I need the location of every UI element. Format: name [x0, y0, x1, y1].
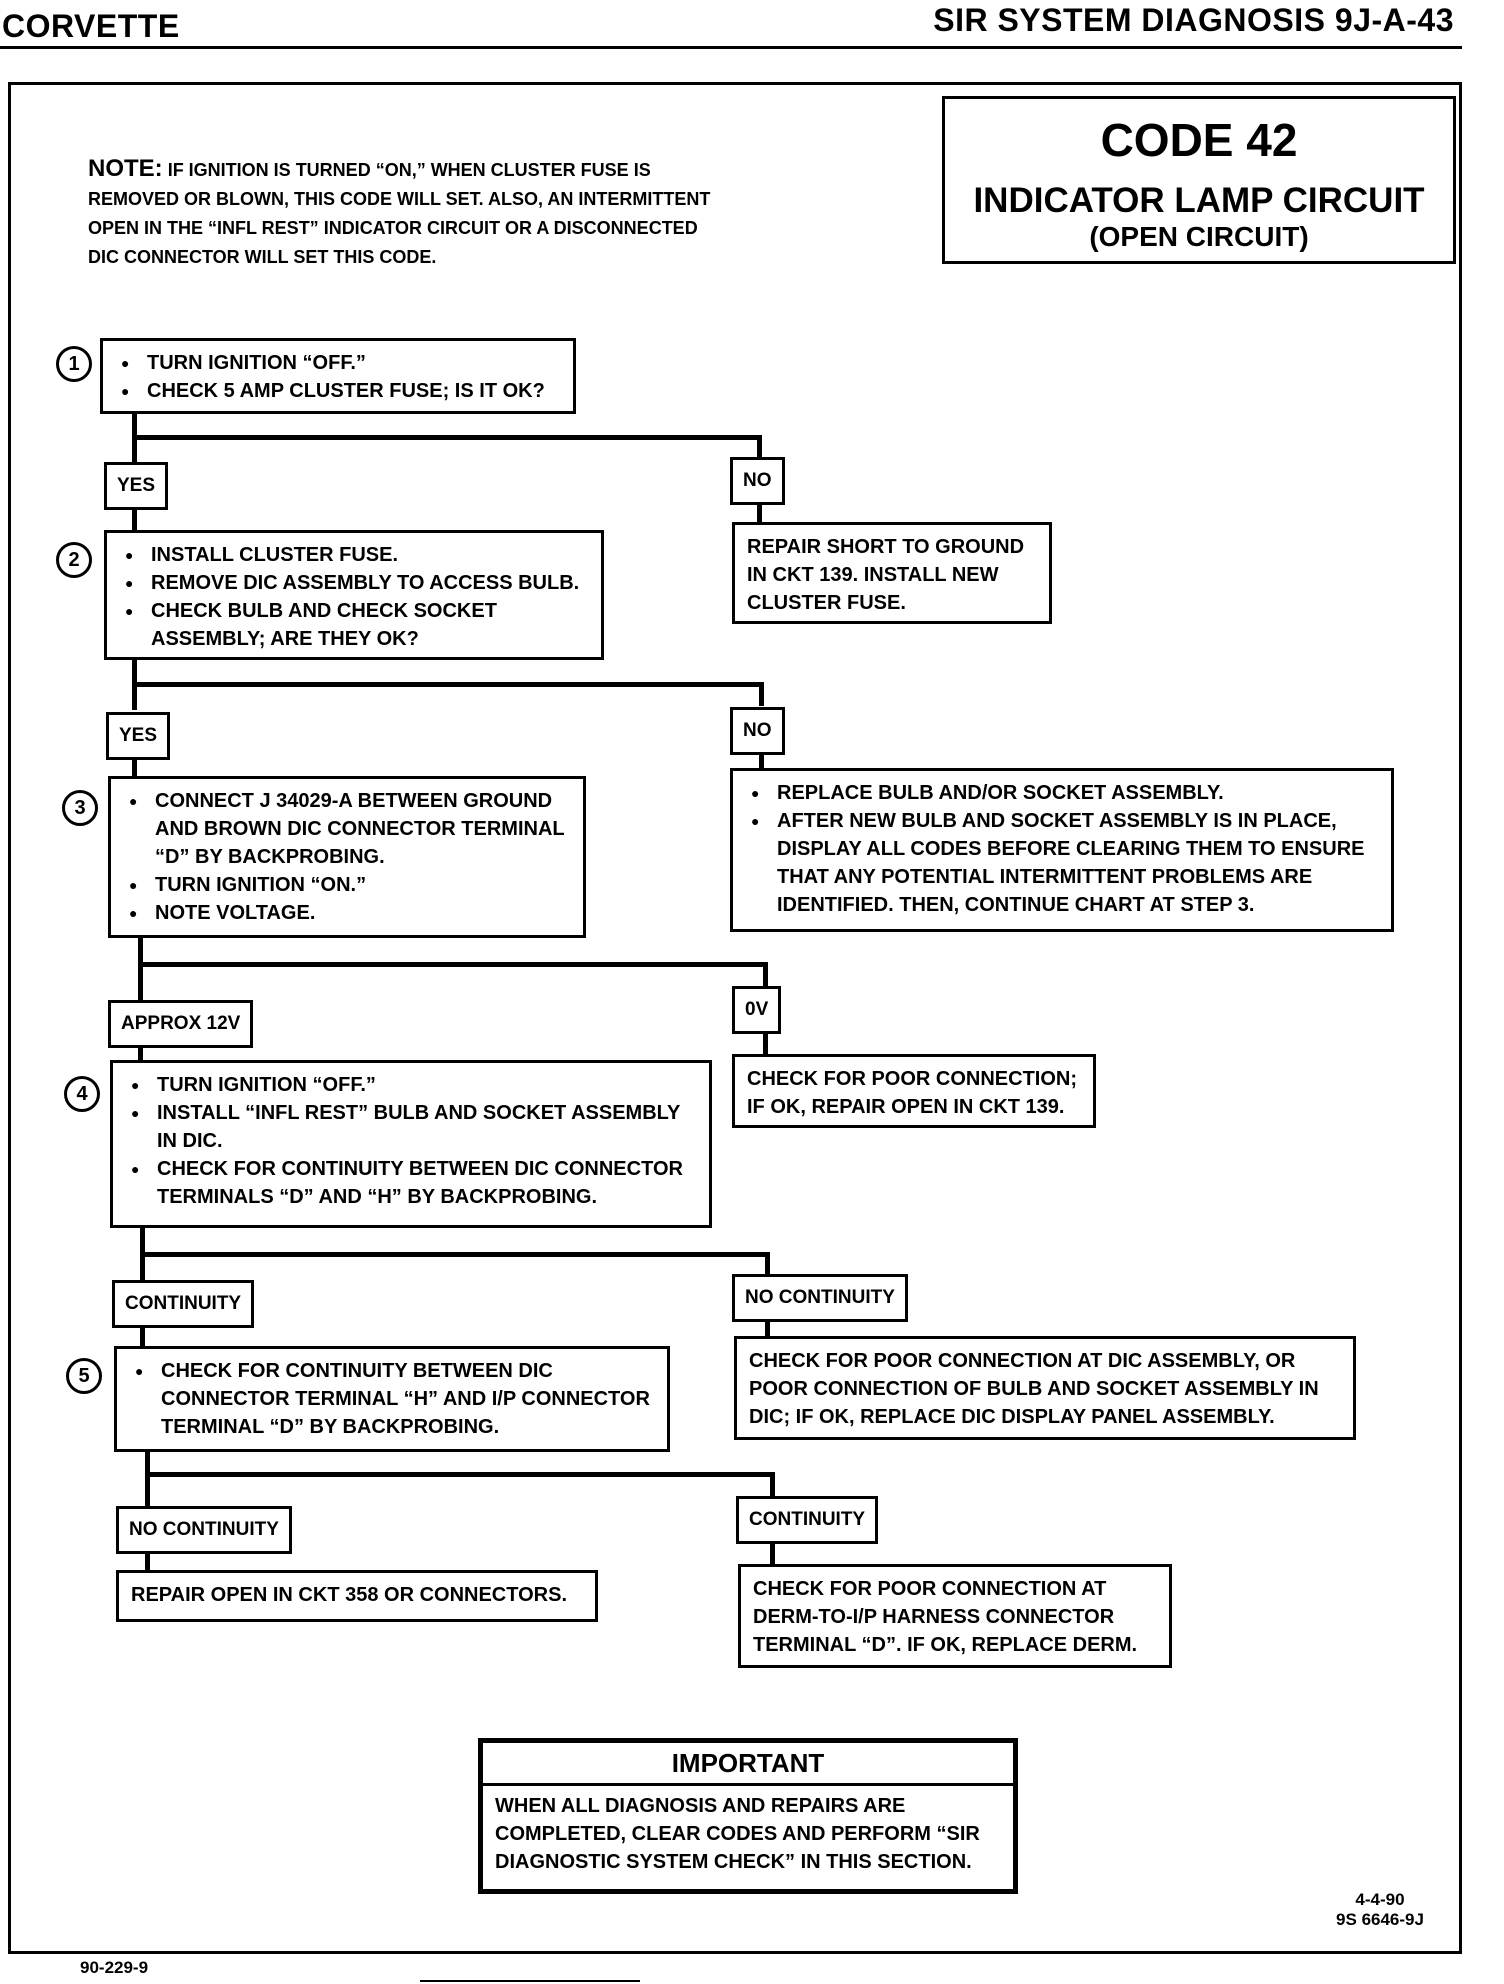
connector	[132, 682, 764, 687]
b4-right-action	[734, 1336, 1356, 1440]
step-4-number: 4	[64, 1076, 100, 1112]
connector	[145, 1472, 775, 1477]
connector	[145, 1452, 150, 1508]
b2-yes-label: YES	[106, 712, 170, 760]
code-title-box	[942, 96, 1456, 264]
step-4-item: ● INSTALL “INFL REST” BULB AND SOCKET ASSEMBLY IN DIC.	[125, 1099, 697, 1155]
connector	[770, 1472, 775, 1496]
b2-no-item: ● REPLACE BULB AND/OR SOCKET ASSEMBLY.	[745, 779, 1379, 807]
b3-right-action-text: CHECK FOR POOR CONNECTION; IF OK, REPAIR OPEN IN CKT 139.	[747, 1068, 1077, 1118]
connector	[763, 1032, 768, 1056]
code-subtitle: (OPEN CIRCUIT)	[1089, 221, 1309, 252]
step-2-item: ● REMOVE DIC ASSEMBLY TO ACCESS BULB.	[119, 569, 589, 597]
step-3-number: 3	[62, 790, 98, 826]
step-1-number: 1	[56, 346, 92, 382]
important-title: IMPORTANT	[483, 1743, 1013, 1786]
b5-left-action-text: REPAIR OPEN IN CKT 358 OR CONNECTORS.	[131, 1584, 567, 1606]
step-3-box	[108, 776, 586, 938]
b5-left-action	[116, 1570, 598, 1622]
step-1-item: ● TURN IGNITION “OFF.”	[115, 349, 561, 377]
b5-right-action	[738, 1564, 1172, 1668]
step-1-item: ● CHECK 5 AMP CLUSTER FUSE; IS IT OK?	[115, 377, 561, 405]
b1-no-label: NO	[730, 457, 785, 505]
header-left: CORVETTE	[2, 8, 180, 44]
b5-right-label: CONTINUITY	[736, 1496, 878, 1544]
footer-refs	[1310, 1890, 1450, 1930]
b2-no-item: ● AFTER NEW BULB AND SOCKET ASSEMBLY IS IN PLACE, DISPLAY ALL CODES BEFORE CLEARING THEM TO ENSURE THAT ANY POTENTIAL INTERMITTENT PROBLEMS ARE IDENTIFIED. THEN, CONTINUE CHART AT STEP 3.	[745, 807, 1379, 919]
important-box	[478, 1738, 1018, 1894]
step-3-item: ● NOTE VOLTAGE.	[123, 899, 571, 927]
important-text: WHEN ALL DIAGNOSIS AND REPAIRS ARE COMPLETED, CLEAR CODES AND PERFORM “SIR DIAGNOSTIC SYSTEM CHECK” IN THIS SECTION.	[495, 1795, 980, 1873]
b1-yes-label: YES	[104, 462, 168, 510]
connector	[765, 1252, 770, 1276]
code-name: INDICATOR LAMP CIRCUIT	[973, 181, 1425, 220]
b4-right-label: NO CONTINUITY	[732, 1274, 908, 1322]
header-right: SIR SYSTEM DIAGNOSIS 9J-A-43	[933, 2, 1454, 38]
step-5-item: ● CHECK FOR CONTINUITY BETWEEN DIC CONNECTOR TERMINAL “H” AND I/P CONNECTOR TERMINAL “D” BY BACKPROBING.	[129, 1357, 655, 1441]
b4-right-action-text: CHECK FOR POOR CONNECTION AT DIC ASSEMBLY, OR POOR CONNECTION OF BULB AND SOCKET ASSEMBLY IN DIC; IF OK, REPLACE DIC DISPLAY PANEL ASSEMBLY.	[749, 1350, 1319, 1428]
footer-ref: 9S 6646-9J	[1336, 1910, 1424, 1929]
step-4-box	[110, 1060, 712, 1228]
step-3-item: ● CONNECT J 34029-A BETWEEN GROUND AND BROWN DIC CONNECTOR TERMINAL “D” BY BACKPROBING.	[123, 787, 571, 871]
b2-no-action	[730, 768, 1394, 932]
step-2-box	[104, 530, 604, 660]
footer-date: 4-4-90	[1355, 1890, 1405, 1909]
footer-rule	[420, 1980, 640, 1982]
connector	[138, 938, 143, 1000]
code-number: CODE 42	[1100, 114, 1298, 166]
header-rule	[0, 46, 1462, 49]
step-2-number: 2	[56, 542, 92, 578]
b1-no-action-text: REPAIR SHORT TO GROUND IN CKT 139. INSTALL NEW CLUSTER FUSE.	[747, 536, 1025, 614]
b4-left-label: CONTINUITY	[112, 1280, 254, 1328]
b2-no-label: NO	[730, 707, 785, 755]
footer-page: 90-229-9	[80, 1958, 149, 1977]
b3-left-label: APPROX 12V	[108, 1000, 253, 1048]
b1-no-action	[732, 522, 1052, 624]
b5-right-action-text: CHECK FOR POOR CONNECTION AT DERM-TO-I/P HARNESS CONNECTOR TERMINAL “D”. IF OK, REPLACE DERM.	[753, 1578, 1138, 1656]
step-5-box	[114, 1346, 670, 1452]
b3-right-action	[732, 1054, 1096, 1128]
step-2-item: ● CHECK BULB AND CHECK SOCKET ASSEMBLY; ARE THEY OK?	[119, 597, 589, 653]
step-5-number: 5	[66, 1358, 102, 1394]
connector	[132, 435, 762, 440]
step-1-box	[100, 338, 576, 414]
connector	[138, 962, 768, 967]
note-text: IF IGNITION IS TURNED “ON,” WHEN CLUSTER FUSE IS REMOVED OR BLOWN, THIS CODE WILL SET. ALSO, AN INTERMITTENT OPEN IN THE “INFL REST” INDICATOR CIRCUIT OR A DISCONNECTED DIC CONNECTOR WILL SET THIS CODE.	[88, 160, 711, 267]
connector	[140, 1252, 770, 1257]
note-lead: NOTE:	[88, 155, 163, 182]
connector	[763, 962, 768, 986]
step-4-item: ● TURN IGNITION “OFF.”	[125, 1071, 697, 1099]
connector	[757, 435, 762, 457]
connector	[759, 682, 764, 706]
step-2-item: ● INSTALL CLUSTER FUSE.	[119, 541, 589, 569]
step-4-item: ● CHECK FOR CONTINUITY BETWEEN DIC CONNECTOR TERMINALS “D” AND “H” BY BACKPROBING.	[125, 1155, 697, 1211]
note	[88, 154, 728, 272]
b3-right-label: 0V	[732, 986, 781, 1034]
b5-left-label: NO CONTINUITY	[116, 1506, 292, 1554]
step-3-item: ● TURN IGNITION “ON.”	[123, 871, 571, 899]
